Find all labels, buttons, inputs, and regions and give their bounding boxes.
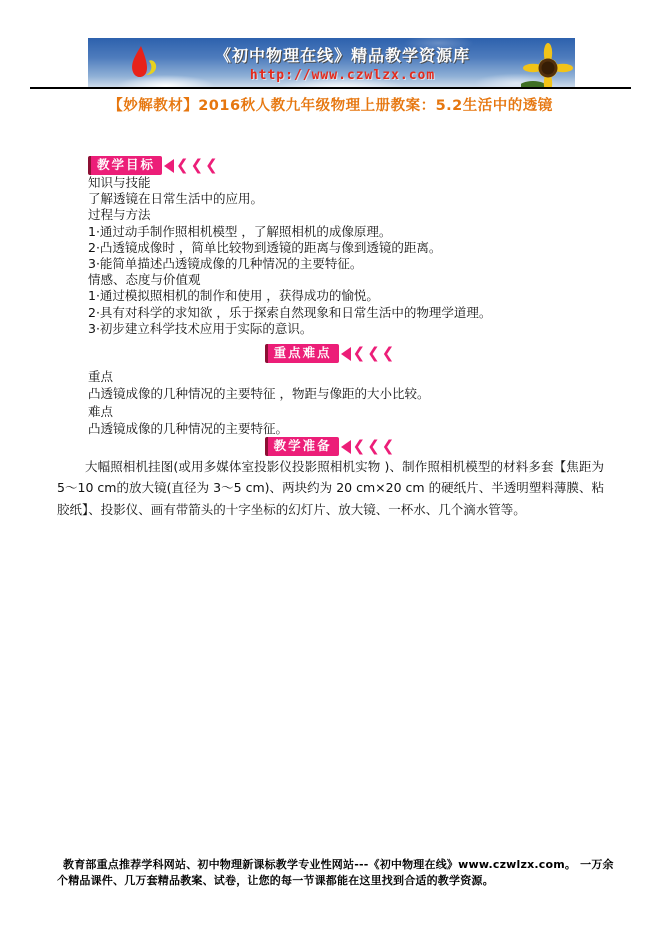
section-header-preparation [0, 437, 661, 454]
chevrons-icon: ❮❮❮ [176, 156, 220, 174]
keypoints-line: 重点 [88, 369, 114, 384]
site-footer-note: 教育部重点推荐学科网站、初中物理新课标教学专业性网站---《初中物理在线》www.czwlzx.com。 一万余个精品课件、几万套精品教案、试卷，让您的每一节课都能在这里找到合适的教学资源。 [57, 858, 614, 887]
objectives-line: 2·具有对科学的求知欲 ，乐于探索自然现象和日常生活中的物理学道理。 [88, 304, 492, 320]
preparation-paragraph: 大幅照相机挂图(或用多媒体室投影仪投影照相机实物 )、制作照相机模型的材料多套【焦距为5～10 cm的放大镜(直径为 3～5 cm)、两块约为 20 cm×20 cm 的硬纸片、半透明塑料薄膜、粘胶纸】、投影仪、画有带箭头的十字坐标的幻灯片、放大镜、一杯水、几个滴水管等。 [57, 459, 604, 517]
objectives-line: 2·凸透镜成像时 ，简单比较物到透镜的距离与像到透镜的距离。 [88, 239, 442, 255]
header-divider [30, 87, 631, 89]
objectives-line: 1·通过动手制作照相机模型 ，了解照相机的成像原理。 [88, 223, 392, 239]
site-banner [88, 38, 575, 87]
keypoints-line: 难点 [88, 403, 114, 419]
section-preparation [0, 437, 661, 520]
badge-tail-icon [341, 440, 351, 454]
section-header-objectives [88, 156, 491, 173]
objectives-line: 知识与技能 [88, 175, 151, 190]
flame-logo-icon [124, 44, 166, 84]
keypoints-line: 凸透镜成像的几种情况的主要特征。 [88, 421, 289, 437]
chevrons-icon: ❮❮❮ [352, 344, 397, 362]
badge-tail-icon [164, 159, 174, 173]
section-keypoints [0, 344, 661, 438]
objectives-line: 情感、态度与价值观 [88, 272, 201, 288]
preparation-badge: 教学准备 [265, 437, 339, 456]
objectives-line: 了解透镜在日常生活中的应用。 [88, 191, 264, 207]
sunflower-icon [521, 41, 573, 87]
page-title: 【妙解教材】2016秋人教九年级物理上册教案：5.2生活中的透镜 [108, 98, 553, 114]
badge-tail-icon [341, 347, 351, 361]
site-title: 《初中物理在线》精品教学资源库 [214, 46, 470, 65]
keypoints-line: 凸透镜成像的几种情况的主要特征 ，物距与像距的大小比较。 [88, 386, 430, 402]
objectives-line: 1·通过模拟照相机的制作和使用 ，获得成功的愉悦。 [88, 288, 379, 304]
chevrons-icon: ❮❮❮ [352, 437, 397, 455]
keypoints-badge: 重点难点 [265, 344, 339, 363]
section-objectives [88, 156, 491, 337]
objectives-line: 3·初步建立科学技术应用于实际的意识。 [88, 320, 313, 336]
site-url-link[interactable]: http://www.czwlzx.com [249, 68, 436, 83]
section-header-keypoints [0, 344, 661, 361]
objectives-badge: 教学目标 [88, 156, 162, 175]
objectives-line: 3·能简单描述凸透镜成像的几种情况的主要特征。 [88, 256, 363, 272]
objectives-line: 过程与方法 [88, 207, 151, 223]
